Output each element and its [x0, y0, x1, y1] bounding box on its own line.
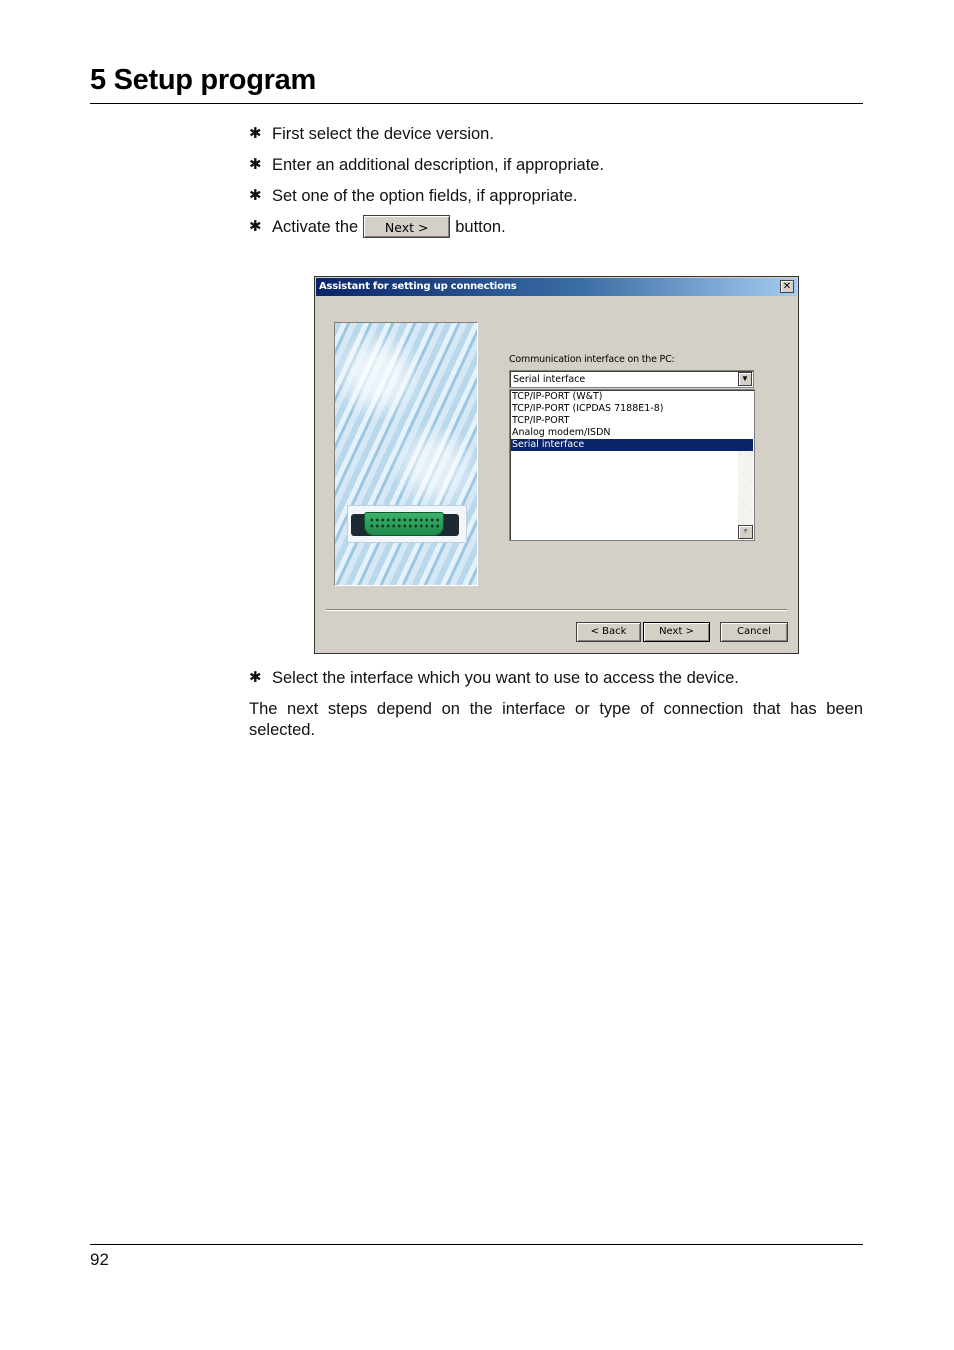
bullet-icon: ✱	[249, 187, 262, 204]
wizard-image	[334, 322, 478, 586]
dialog-separator	[326, 609, 787, 611]
step-item	[249, 155, 604, 175]
close-icon[interactable]: ✕	[780, 280, 794, 293]
step-text: Activate the	[272, 217, 359, 236]
list-item[interactable]: Analog modem/ISDN	[512, 427, 611, 438]
list-item[interactable]: TCP/IP-PORT (ICPDAS 7188E1-8)	[512, 403, 664, 414]
step-text: Enter an additional description, if appropriate.	[272, 156, 605, 174]
step-text: First select the device version.	[272, 125, 494, 143]
page-number: 92	[90, 1250, 109, 1269]
step-text: Set one of the option fields, if appropriate.	[272, 187, 578, 205]
bullet-icon: ✱	[249, 217, 262, 235]
body-paragraph: The next steps depend on the interface or type of connection that has been selected.	[249, 700, 863, 739]
step-item	[249, 668, 739, 688]
interface-dropdown-list	[509, 389, 755, 541]
step-item	[249, 215, 506, 238]
step-item	[249, 186, 577, 206]
next-button-illustration: Next >	[363, 215, 450, 238]
header-rule	[90, 103, 863, 104]
scroll-down-icon[interactable]: ▼	[738, 525, 753, 539]
serial-connector-image	[347, 505, 467, 543]
next-button[interactable]: Next >	[643, 622, 710, 642]
step-text: button.	[455, 217, 506, 236]
dialog-titlebar[interactable]	[316, 278, 797, 296]
bullet-icon: ✱	[249, 125, 262, 142]
list-item[interactable]: TCP/IP-PORT	[512, 415, 570, 426]
bullet-icon: ✱	[249, 156, 262, 173]
bullet-icon: ✱	[249, 669, 262, 686]
connection-assistant-dialog	[314, 276, 799, 654]
combobox-value: Serial interface	[513, 374, 586, 385]
step-item	[249, 124, 494, 144]
dialog-title: Assistant for setting up connections	[319, 281, 517, 292]
interface-combobox[interactable]	[509, 370, 754, 388]
list-item[interactable]: TCP/IP-PORT (W&T)	[512, 391, 603, 402]
list-item-selected[interactable]: Serial interface	[511, 439, 753, 451]
chapter-title: 5 Setup program	[90, 64, 316, 96]
db25-connector-icon	[364, 512, 444, 536]
step-text: Select the interface which you want to use to access the device.	[272, 669, 739, 687]
footer-rule	[90, 1244, 863, 1245]
back-button[interactable]: < Back	[576, 622, 641, 642]
chevron-down-icon[interactable]: ▼	[738, 372, 752, 386]
cancel-button[interactable]: Cancel	[720, 622, 788, 642]
interface-field-label: Communication interface on the PC:	[509, 354, 675, 365]
